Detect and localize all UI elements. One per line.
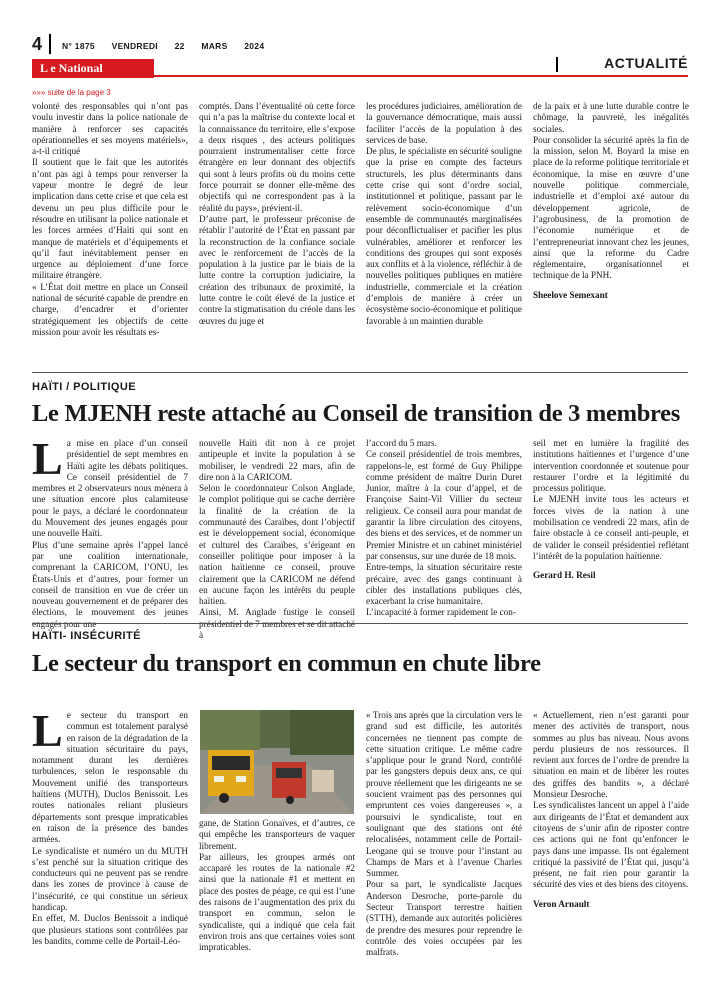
section-title: ACTUALITÉ	[604, 55, 688, 71]
top-article-col-2	[199, 101, 355, 363]
issue-year: 2024	[244, 41, 265, 51]
article2-headline: Le MJENH reste attaché au Conseil de transition de 3 membres	[32, 400, 680, 427]
top-article-text-1: volonté des responsables qui n’ont pas voulu investir dans la police nationale de manière à renforcer ses capacités opérationnelles et ses moyens matériels», a-t-il critiqué Il soutient que le fait que les autorités n’ont pas agi à temps pour renverser la vapeur montre le degré de leur implication dans cette crise et que cela est devenu un peu plus difficile pour le résoudre en utilisant la police nationale et les forces armées d’Haïti qui sont en manque de matériels et d’équipements et qu’il faut inévitablement penser en urgence au déploiement d’une force militaire étrangère. « L’État doit mettre en place un Conseil national de sécurité capable de prendre en charge, d’encadrer et d’orienter stratégiquement les objectifs de cette mission pour avoir les résultats es-	[32, 101, 188, 337]
article3-kicker: HAÏTI- INSÉCURITÉ	[32, 630, 141, 642]
street-traffic-photo	[200, 710, 354, 814]
top-article-text-4: de la paix et à une lutte durable contre le chômage, la pauvreté, les inégalités sociales. Pour consolider la sécurité après la fin de la mission, selon M. Boyard la mise en place de la reforme politique territoriale et économique, la mise en œuvre d’une nouvelle politique commerciale, industrielle et d’emploi axé autour du développement agricole, de l’agrobusiness, de la promotion de l’économie numérique et de l’entrepreneuriat innovant chez les jeunes, ainsi que la reforme du Cadre réglementaire, organisationnel et technique de la PNH.	[533, 101, 689, 281]
header-red-rule	[154, 75, 688, 77]
top-article-signature: Sheelove Semexant	[533, 289, 608, 300]
article3-col-4	[533, 710, 689, 960]
header-divider	[49, 34, 51, 54]
top-article-col-1	[32, 101, 188, 363]
article2-kicker: HAÏTI / POLITIQUE	[32, 381, 136, 393]
newspaper-logo: L e National	[32, 59, 154, 78]
issue-meta	[62, 41, 278, 51]
article2-col-4	[533, 438, 689, 620]
article3-text-4: « Actuellement, rien n’est garanti pour mener des activités de transport, nous sommes au plus bas niveau. Nous avons perdu plusieurs de nos ressources. Il revient aux forces de l’ordre de prendre la situation en main et de libérer les routes des griffes des bandits », a déclaré Monsieur Desroche. Les syndicalistes lancent un appel à l’aide aux dirigeants de l’État et demandent aux citoyens de s’unir afin de riposter contre ces actions qui ne font qu’enfoncer le pays dans une impasse. Ils ont également critiqué la passivité de l’État qui, jusqu’à présent, ne fait rien pour garantir la sécurité des vies et des biens des citoyens.	[533, 710, 689, 890]
article3-headline: Le secteur du transport en commun en chute libre	[32, 650, 541, 677]
article3-col-3	[366, 710, 522, 960]
article3-col-2	[199, 818, 355, 960]
article2-col-2	[199, 438, 355, 641]
article3-text-2: gane, de Station Gonaïves, et d’autres, ce qui empêche les transporteurs de vaquer librement. Par ailleurs, les groupes armés ont accaparé les routes de la nationale #2 ainsi que la nationale #1 et mettent en place des postes de péage, ce qui est l’une des raisons de l’augmentation des prix du transport en commun, selon le syndicaliste, qui a indiqué que cela fait environ trois ans que certaines voies sont impraticables.	[199, 818, 355, 953]
section-rule-2	[32, 623, 688, 624]
bus-street-photo-icon	[200, 710, 354, 814]
issue-number: N° 1875	[62, 41, 95, 51]
page-number: 4	[32, 34, 43, 54]
issue-month: MARS	[201, 41, 228, 51]
article3-text-3: « Trois ans après que la circulation vers le grand sud est difficile, les autorités concernées ne tiennent pas compte de cette situation critique. Le même cadre s’applique pour le grand Nord, contrôlé par les gangsters depuis deux ans, ce qui prouve réellement que les dirigeants ne se soucient vraiment pas des personnes qui empruntent ces voies dangereuses », a poursuivi le syndicaliste, tout en soulignant que des stations ont été relocalisées, notamment celle de Portail-Leogane qui se trouve pour l’instant au Champs de Mars et à l’avenue Charles Summer. Pour sa part, le syndicaliste Jacques Anderson Desroche, porte-parole du Secteur Transport terrestre haïtien (STTH), demande aux autorités policières de prendre des mesures pour reprendre le contrôle des voies occupées par les malfrats.	[366, 710, 522, 958]
issue-day: VENDREDI	[111, 41, 158, 51]
top-article-col-4	[533, 101, 689, 363]
issue-date-day: 22	[174, 41, 185, 51]
article2-signature: Gerard H. Resil	[533, 570, 596, 581]
article2-text-1: a mise en place d’un conseil présidentiel de sept membres en Haïti agite les débats politiques. Ce conseil présidentiel de 7 membres et 2 observateurs nous mènera à une situation encore plus calamiteuse pour le pays, a déclaré le coordonnateur du Mouvement des jeunes engagés pour une nouvelle Haïti. Plus d’une semaine après l’appel lancé par une coalition internationale, comprenant la CARICOM, l’ONU, les États-Unis et d’autres, pour former un conseil de transition en vue de créer un nouveau gouvernement et de préparer des élections, le mouvement des jeunes	[32, 438, 188, 618]
article3-col-1	[32, 705, 188, 960]
continued-from: »»» suite de la page 3	[32, 88, 111, 97]
article3-signature: Veron Arnault	[533, 898, 590, 909]
top-article-text-2: comptés. Dans l’éventualité où cette force qui n’a pas la maîtrise du contexte local et la connaissance du territoire, elle s’expose a deux risques , des acteurs politiques pourraient instrumentaliser cette force étrangère en leur donnant des objectifs qui sont à leurs profits où du moins cette force pourrait se donner elle-même des objectifs qui ne correspondent pas à la réalité du pays», prévient-il. D’autre part, le professeur préconise de rétablir l’autorité de l’État en passant par la reconstruction de la confiance sociale avec le renforcement de l’accès de la population à la justice par le biais de la lutte contre la corruption judiciaire, la création des tribunaux de proximité, la lutte contre le coût élevé de la justice et contre la stigmatisation du créole dans les œuvres du juge et	[199, 101, 355, 326]
article3-dropcap: L	[32, 705, 63, 756]
article2-col-3	[366, 438, 522, 620]
article2-text-4: seil met en lumière la fragilité des institutions haïtiennes et l’urgence d’une intervention coordonnée et soutenue pour restaurer l’ordre et la légitimité du processus politique. Le MJENH invite tous les acteurs et forces vives de la nation à une mobilisation ce vendredi 22 mars, afin de faire obstacle à ce conseil anti-peuple, et de valider le conseil présidentiel reflétant l’intérêt de la population haïtienne.	[533, 438, 689, 561]
article2-dropcap: L	[32, 433, 63, 484]
top-article-col-3	[366, 101, 522, 363]
article2-text-2: nouvelle Haïti dit non à ce projet antipeuple et invite la population à se mobiliser, le vendredi 22 mars, afin de dire non à la CARICOM. Selon le coordonnateur Colson Anglade, le complot politique qui se cache derrière la finalité de la création de la communauté des Caraïbes, dont l’objectif est le développement social, économique et culturel des Caraïbes, s’érigeant en conseiller politique pour imposer à la nation haïtienne ce conseil, prouve clairement que la CARICOM ne défend en aucune façon les intérêts du peuple haïtien. Ainsi, M. Anglade fustige le conseil à	[199, 438, 355, 641]
article2-text-3: l’accord du 5 mars. Ce conseil présidentiel de trois membres, rappelons-le, est formé de Guy Philippe comme président de maître Durin Duret Junior, maître à la cour d’appel, et de Françoise Saint-Vil Villier du secteur religieux. Ce conseil aura pour mandat de garantir la libre circulation des citoyens, des biens et des services, et de nommer un Premier Ministre et un cabinet ministériel par consensus, sur une durée de 18 mois. Entre-temps, la situation sécuritaire reste précaire, avec des gangs continuant à cibler des installations publiques clés, exacerbant la crise humanitaire. L’incapacité à former rapidement le con-	[366, 438, 522, 618]
top-article-text-3: les procédures judiciaires, amélioration de la gouvernance démocratique, mais aussi faciliter l’accès de la population à des services de base. De plus, le spécialiste en sécurité souligne que la prise en compte des facteurs structurels, les plus déterminants dans cette crise qui sont d’ordre social, institutionnel et politique, passant par le relèvement socio-économique d’un ensemble de communautés marginalisées pour déconflictualiser et pacifier les plus vulnérables, améliorer et renforcer les conditions des groupes qui sont exposés aux conflits et à la violence, réfléchir à de nouvelles politiques publiques en matière industrielle, commerciale et la création d’emplois de manière à créer un écosystème socio-économique et politique favorable à un maintien durable	[366, 101, 522, 326]
article2-col-1	[32, 433, 188, 620]
section-divider	[556, 57, 558, 72]
article3-text-1: e secteur du transport en commun est totalement paralysé en raison de la dégradation de la situation sécuritaire du pays, notamment durant les dernières turbulences, selon le responsable du Mouvement unifié des transporteurs haïtiens (MUTH), Duclos Benissoit. Les routes nationales reliant plusieurs départements sont presque impraticables en raison de la présence des bandes armées. Le syndicaliste et numéro un du MUTH s’est penché sur la situation critique des conducteurs qui ne peuvent pas se rendre dans les zones de province à cause de l’insécurité, ce qui constitue un sérieux handicap. En effet, M. Duclos Benissoit a indiqué que plusieurs stations sont contrôlées par les bandits, comme celle de Portail-Léo-	[32, 710, 188, 946]
section-rule-1	[32, 372, 688, 373]
